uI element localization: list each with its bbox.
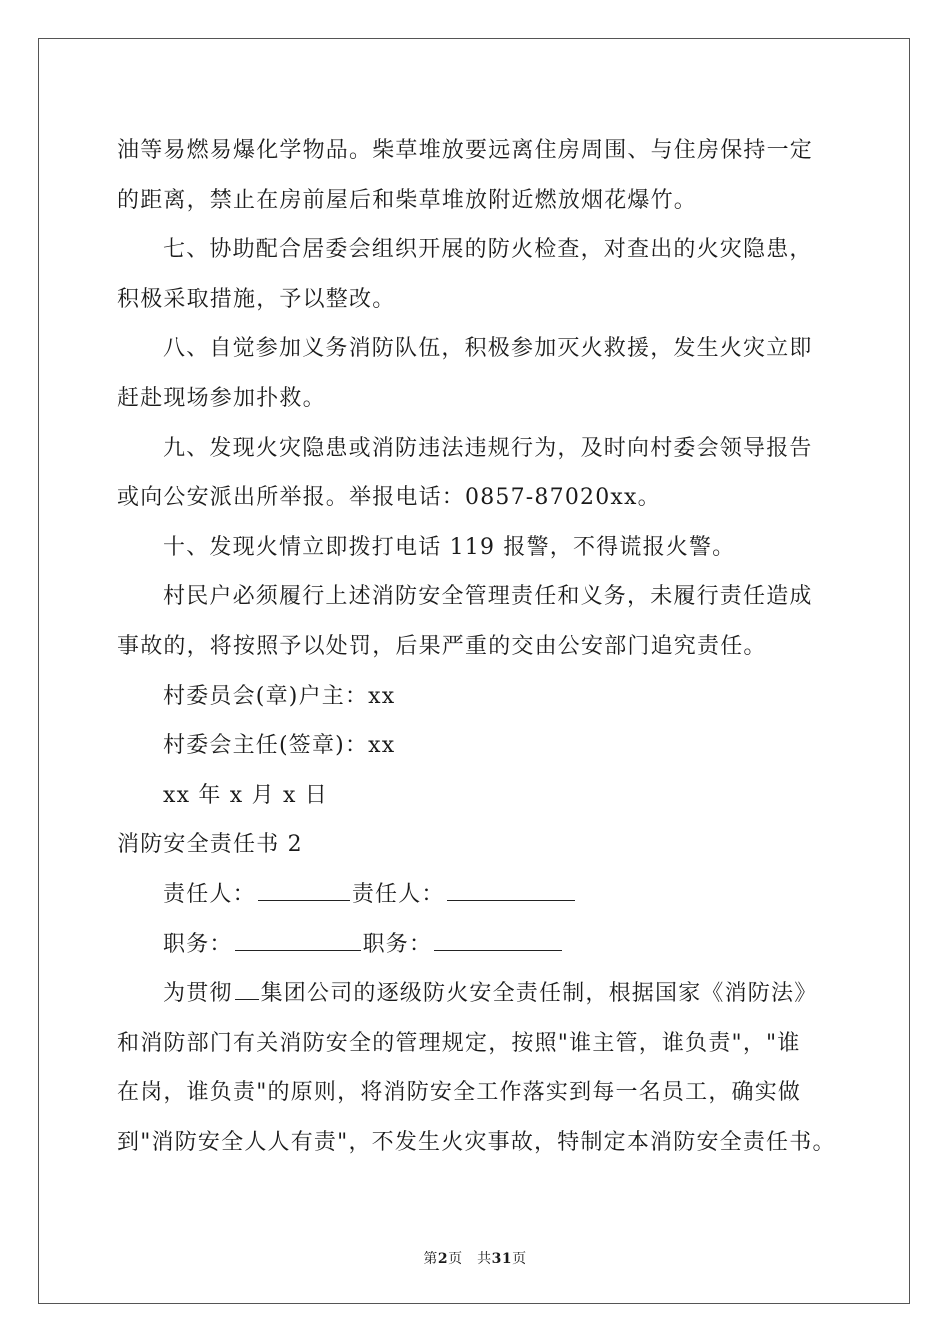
para2-suffix: 集团公司的逐级防火安全责任制，根据国家《消防法》 bbox=[260, 981, 818, 1007]
paragraph-line: 油等易燃易爆化学物品。柴草堆放要远离住房周围、与住房保持一定 bbox=[117, 138, 814, 163]
clause-seven: 七、协助配合居委会组织开展的防火检查，对查出的火灾隐患， bbox=[163, 237, 813, 263]
footer-text: 第 bbox=[423, 1251, 438, 1267]
document-body bbox=[117, 126, 837, 1167]
paragraph-line: 积极采取措施，予以整改。 bbox=[117, 286, 396, 312]
responsible-label-1: 责任人： bbox=[163, 881, 256, 907]
para2-prefix: 为贯彻 bbox=[163, 981, 233, 1007]
total-page-number: 31 bbox=[491, 1251, 513, 1267]
responsible-blank-2 bbox=[447, 878, 575, 901]
paragraph-line: 赶赴现场参加扑救。 bbox=[117, 385, 326, 411]
clause-ten: 十、发现火情立即拨打电话 119 报警，不得谎报火警。 bbox=[163, 534, 736, 560]
page-footer bbox=[0, 1248, 950, 1268]
duty-row bbox=[117, 920, 837, 970]
signature-committee: 村委员会(章)户主：xx bbox=[163, 683, 396, 709]
paragraph-line: 到"消防安全人人有责"，不发生火灾事故，特制定本消防安全责任书。 bbox=[117, 1129, 836, 1155]
footer-text: 页 bbox=[512, 1251, 527, 1267]
signature-director: 村委会主任(签章)：xx bbox=[163, 733, 396, 759]
paragraph-line: 事故的，将按照予以处罚，后果严重的交由公安部门追究责任。 bbox=[117, 633, 767, 659]
closing-statement: 村民户必须履行上述消防安全管理责任和义务，未履行责任造成 bbox=[163, 584, 813, 610]
paragraph-line: 或向公安派出所举报。举报电话：0857-87020xx。 bbox=[117, 485, 661, 511]
paragraph-line bbox=[117, 969, 837, 1019]
duty-blank-2 bbox=[434, 928, 562, 951]
responsible-blank-1 bbox=[258, 878, 350, 901]
current-page-number: 2 bbox=[437, 1251, 449, 1267]
date-line: xx 年 x 月 x 日 bbox=[163, 782, 328, 808]
duty-blank-1 bbox=[235, 928, 361, 951]
duty-label-2: 职务： bbox=[362, 931, 433, 957]
footer-text: 页 共 bbox=[448, 1251, 492, 1267]
paragraph-line: 在岗，谁负责"的原则，将消防安全工作落实到每一名员工，确实做 bbox=[117, 1080, 802, 1106]
duty-label-1: 职务： bbox=[163, 931, 233, 957]
section-title: 消防安全责任书 2 bbox=[117, 832, 303, 858]
responsible-label-2: 责任人： bbox=[351, 881, 445, 907]
responsible-person-row bbox=[117, 870, 837, 920]
clause-nine: 九、发现火灾隐患或消防违法违规行为，及时向村委会领导报告 bbox=[163, 435, 813, 461]
clause-eight: 八、自觉参加义务消防队伍，积极参加灭火救援，发生火灾立即 bbox=[163, 336, 813, 362]
paragraph-line: 和消防部门有关消防安全的管理规定，按照"谁主管，谁负责"，"谁 bbox=[117, 1030, 801, 1056]
company-blank bbox=[235, 977, 259, 1000]
paragraph-line: 的距离，禁止在房前屋后和柴草堆放附近燃放烟花爆竹。 bbox=[117, 187, 698, 213]
